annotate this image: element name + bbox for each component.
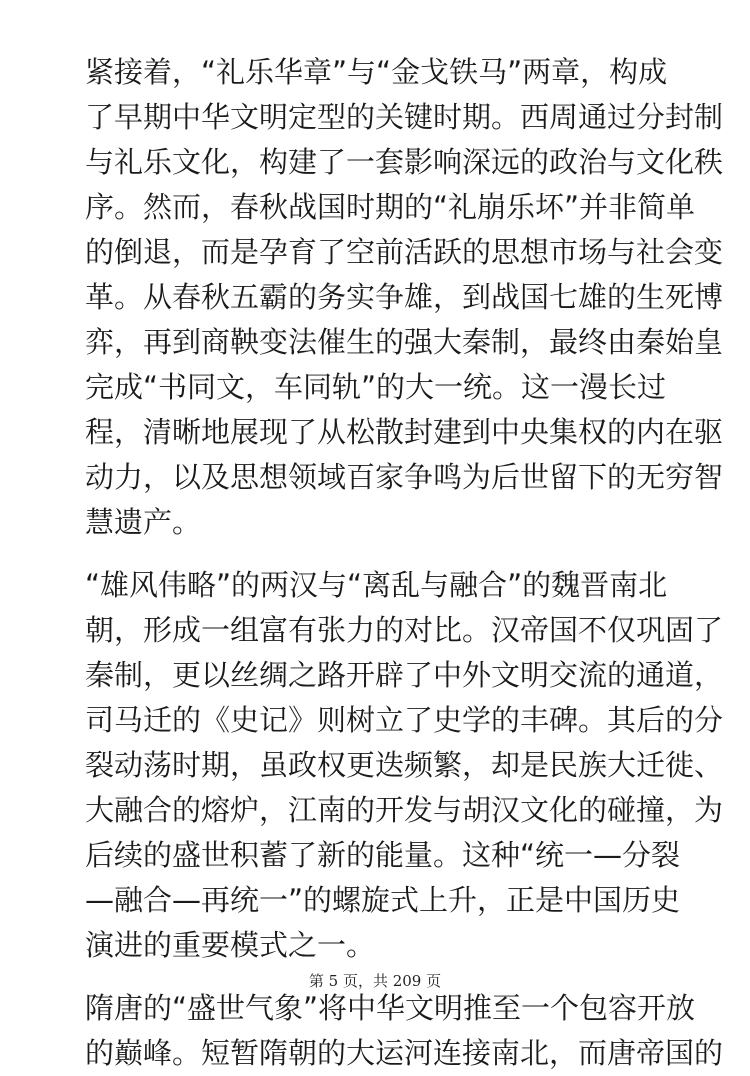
text-line: 完成“书同文，车同轨”的大一统。这一漫长过: [85, 370, 667, 404]
text-line: 的巅峰。短暂隋朝的大运河连接南北，而唐帝国的: [85, 1036, 724, 1070]
text-line: 大融合的熔炉，江南的开发与胡汉文化的碰撞，为: [85, 793, 724, 827]
text-line: 演进的重要模式之一。: [85, 928, 376, 962]
text-line: 程，清晰地展现了从松散封建到中央集权的内在驱: [85, 415, 724, 449]
text-line: 了早期中华文明定型的关键时期。西周通过分封制: [85, 100, 724, 134]
text-line: 慧遗产。: [85, 505, 202, 539]
text-line: 司马迁的《史记》则树立了史学的丰碑。其后的分: [85, 703, 724, 737]
page-number-footer: 第 5 页，共 209 页: [308, 972, 442, 990]
text-line: 秦制，更以丝绸之路开辟了中外文明交流的通道，: [85, 658, 724, 692]
text-line: —融合—再统一”的螺旋式上升，正是中国历史: [85, 883, 681, 917]
text-line: 后续的盛世积蓄了新的能量。这种“统一—分裂: [85, 838, 681, 872]
text-line: 动力，以及思想领域百家争鸣为后世留下的无穷智: [85, 460, 724, 494]
text-line: 裂动荡时期，虽政权更迭频繁，却是民族大迁徙、: [85, 748, 724, 782]
text-line: “雄风伟略”的两汉与“离乱与融合”的魏晋南北: [85, 568, 668, 602]
paragraph-1: [85, 50, 724, 545]
text-line: 与礼乐文化，构建了一套影响深远的政治与文化秩: [85, 145, 724, 179]
text-line: 革。从春秋五霸的务实争雄，到战国七雄的生死博: [85, 280, 724, 314]
text-line: 隋唐的“盛世气象”将中华文明推至一个包容开放: [85, 991, 696, 1025]
text-line: 弈，再到商鞅变法催生的强大秦制，最终由秦始皇: [85, 325, 724, 359]
paragraph-2: [85, 563, 724, 968]
text-line: 紧接着，“礼乐华章”与“金戈铁马”两章，构成: [85, 55, 668, 89]
text-line: 序。然而，春秋战国时期的“礼崩乐坏”并非简单: [85, 190, 696, 224]
text-line: 的倒退，而是孕育了空前活跃的思想市场与社会变: [85, 235, 724, 269]
text-line: 朝，形成一组富有张力的对比。汉帝国不仅巩固了: [85, 613, 724, 647]
body-text: [85, 50, 724, 1076]
